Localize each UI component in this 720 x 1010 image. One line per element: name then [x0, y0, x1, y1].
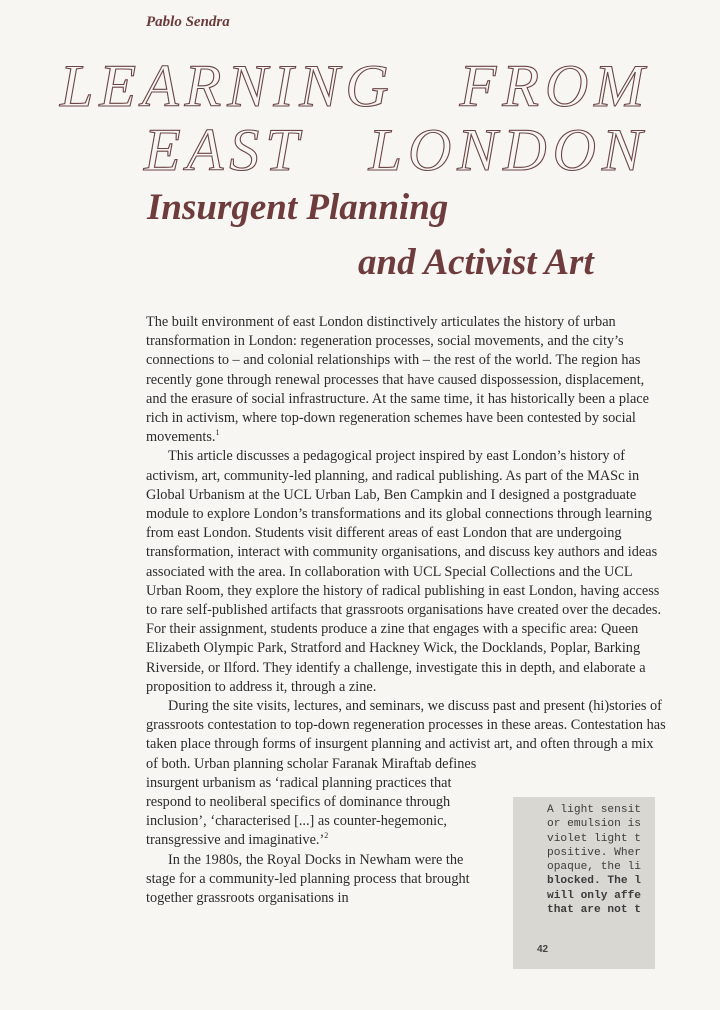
inset-line: will only affe: [547, 889, 641, 902]
paragraph-1: [146, 313, 666, 447]
inset-line: positive. Wher: [547, 846, 641, 859]
inset-line: that are not t: [547, 904, 641, 917]
inset-line: A light sensit: [547, 804, 641, 816]
page-number: 42: [537, 944, 549, 955]
inset-line: blocked. The l: [547, 875, 641, 888]
typewriter-inset-image: [513, 797, 655, 969]
title-line-2: EAST LONDON: [144, 117, 648, 183]
inset-line: violet light t: [547, 832, 641, 845]
author-name: Pablo Sendra: [146, 14, 230, 30]
subtitle-line-2: and Activist Art: [358, 242, 594, 283]
inset-line: or emulsion is: [547, 818, 641, 831]
inset-line: opaque, the li: [547, 861, 641, 874]
paragraph-2: This article discusses a pedagogical project inspired by east London’s history of activism, art, community-led planning, and radical publishing. As part of the MASc in Global Urbanism at the UCL Urban Lab, Ben Campkin and I designed a postgraduate module to explore London’s transformations and its global connections through learning from east London. Students visit different areas of east London that are undergoing transformation, interact with community organisations, and discuss key authors and ideas associated with the area. In collaboration with UCL Special Collections and the UCL Urban Room, they explore the history of radical publishing in east London, having access to rare self-published artifacts that grassroots organisations have created over the decades. For their assignment, students produce a zine that engages with a specific area: Queen Elizabeth Olympic Park, Stratford and Hackney Wick, the Docklands, Poplar, Barking Riverside, or Ilford. They identify a challenge, investigate this in depth, and elaborate a proposition to address it, through a zine.: [146, 448, 662, 695]
subtitle-line-1: Insurgent Planning: [147, 187, 449, 228]
paragraph-3: During the site visits, lectures, and seminars, we discuss past and present (hi)stories of grassroots contestation to top-down regeneration processes in these areas. Contestation has taken place through forms of insurgent planning and activist art, and often through a mix: [146, 698, 666, 753]
paragraph-3-continued: [146, 755, 496, 851]
title-line-1: LEARNING FROM: [60, 53, 651, 119]
paragraph-4: In the 1980s, the Royal Docks in Newham were the stage for a community-led planning process that brought together grassroots organisations in: [146, 851, 470, 907]
footnote-marker-2: 2: [324, 831, 329, 841]
paragraph-3-continued-text: of both. Urban planning scholar Faranak Miraftab defines insurgent urbanism as ‘radical planning practices that respond to neoliberal specifics of dominance through inclusion’, ‘characterised [...] as counter-hegemonic, transgressive and imaginative.’: [146, 755, 477, 849]
footnote-marker-1: 1: [215, 428, 220, 438]
paragraph-1-text: The built environment of east London distinctively articulates the history of urban transformation in London: regeneration processes, social movements, and the city’s connections to – and colonial relationships with – the rest of the world. The region has recently gone through renewal processes that have caused dispossession, displacement, and the erasure of social infrastructure. At the same time, it has historically been a place rich in activism, where top-down regeneration schemes have been contested by social movements.: [146, 314, 649, 446]
